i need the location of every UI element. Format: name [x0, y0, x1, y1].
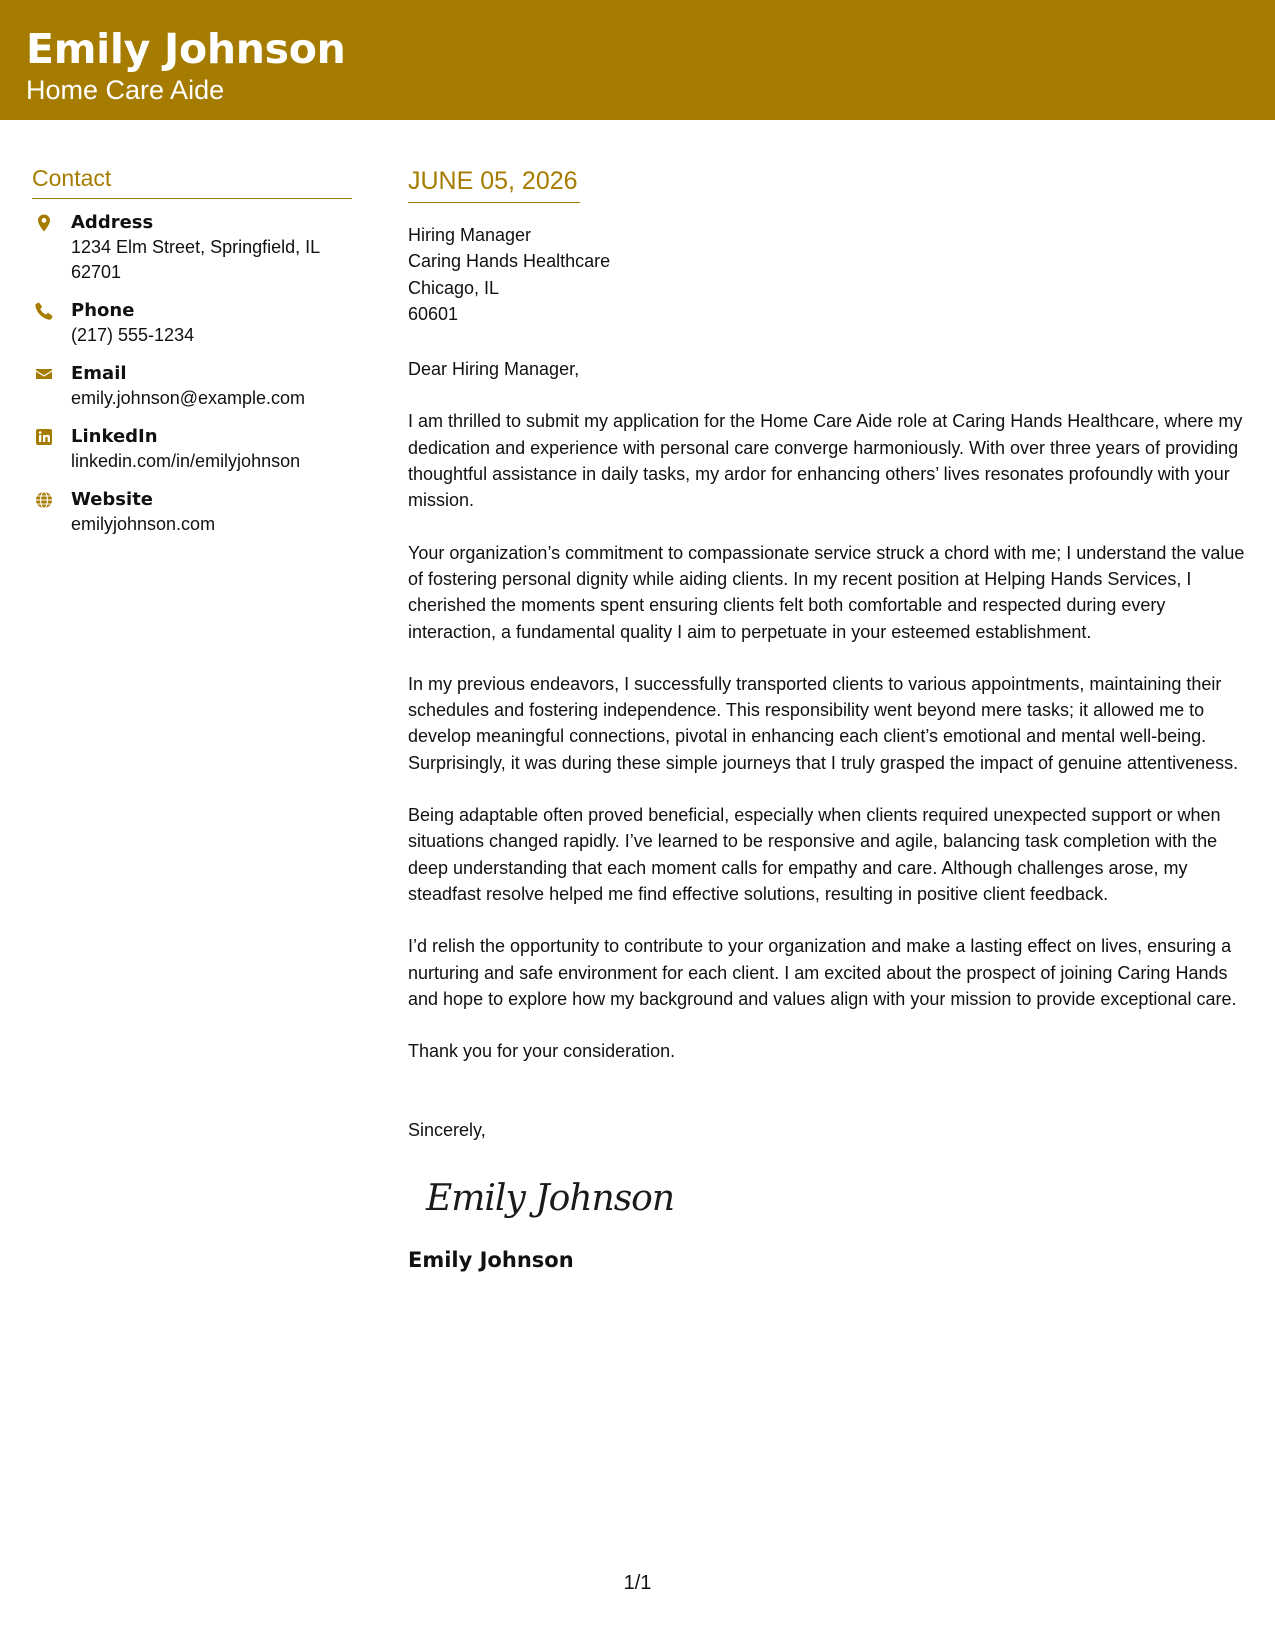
contact-section-title: Contact	[32, 163, 352, 199]
envelope-icon	[34, 364, 54, 384]
letter-body	[408, 166, 1253, 1274]
contact-label: Address	[71, 212, 154, 233]
body-paragraph: Being adaptable often proved beneficial, especially when clients required unexpected support or when situations changed rapidly. I’ve learned to be responsive and agile, balancing task completion with the deep understanding that each moment calls for empathy and care. Although challenges arose, my steadfast resolve helped me find effective solutions, resulting in positive client feedback.	[408, 805, 1221, 904]
phone-icon	[34, 301, 54, 321]
contact-item-email	[32, 362, 352, 411]
contact-item-phone	[32, 299, 352, 348]
contact-item-address	[32, 211, 352, 285]
contact-value: emilyjohnson.com	[71, 514, 216, 534]
page-number: 1/1	[623, 1572, 652, 1594]
contact-item-website	[32, 488, 352, 537]
letter-date: JUNE 05, 2026	[408, 166, 580, 203]
closing-line: Sincerely,	[408, 1120, 486, 1141]
handwritten-signature: Emily Johnson	[426, 1178, 675, 1220]
globe-icon	[34, 490, 54, 510]
contact-label: Website	[71, 489, 154, 510]
recipient-block	[408, 222, 1253, 327]
contact-sidebar	[32, 163, 352, 551]
greeting: Dear Hiring Manager,	[408, 359, 580, 380]
contact-label: Email	[71, 363, 127, 384]
thanks-line: Thank you for your consideration.	[408, 1041, 676, 1062]
contact-item-linkedin	[32, 425, 352, 474]
contact-value: linkedin.com/in/emilyjohnson	[71, 451, 301, 471]
contact-value: 1234 Elm Street, Springfield, IL 62701	[71, 237, 320, 282]
recipient-line: 60601	[408, 303, 459, 324]
linkedin-icon	[34, 427, 54, 447]
body-paragraph: I am thrilled to submit my application for the Home Care Aide role at Caring Hands Healthcare, where my dedication and experience with personal care converge harmoniously. With over three years of providing thoughtful assistance in daily tasks, my ardor for enhancing others’ lives resonates profoundly with your mission.	[408, 411, 1243, 511]
applicant-name: Emily Johnson	[26, 25, 346, 73]
contact-label: LinkedIn	[71, 426, 158, 447]
contact-label: Phone	[71, 300, 135, 321]
contact-value: (217) 555-1234	[71, 325, 195, 345]
header-banner	[0, 0, 1275, 120]
recipient-line: Chicago, IL	[408, 277, 500, 298]
body-paragraph: I’d relish the opportunity to contribute to your organization and make a lasting effect on lives, ensuring a nurturing and safe environment for each client. I am excited about the prospect of joining Caring Hands and hope to explore how my background and values align with your mission to provide exceptional care.	[408, 936, 1237, 1009]
body-paragraph: Your organization’s commitment to compassionate service struck a chord with me; I understand the value of fostering personal dignity while aiding clients. In my recent position at Helping Hands Services, I cherished the moments spent ensuring clients felt both comfortable and respected during every interaction, a fundamental quality I aim to perpetuate in your esteemed establishment.	[408, 542, 1245, 642]
contact-value: emily.johnson@example.com	[71, 388, 306, 408]
signed-name: Emily Johnson	[408, 1247, 574, 1272]
recipient-line: Caring Hands Healthcare	[408, 251, 611, 272]
body-paragraph: In my previous endeavors, I successfully transported clients to various appointments, maintaining their schedules and fostering independence. This responsibility went beyond mere tasks; it allowed me to develop meaningful connections, pivotal in enhancing each client’s emotional and mental well-being. Surprisingly, it was during these simple journeys that I truly grasped the impact of genuine attentiveness.	[408, 673, 1239, 773]
contact-list	[32, 211, 352, 537]
map-pin-icon	[34, 213, 54, 233]
recipient-line: Hiring Manager	[408, 225, 532, 245]
applicant-role: Home Care Aide	[26, 75, 225, 105]
